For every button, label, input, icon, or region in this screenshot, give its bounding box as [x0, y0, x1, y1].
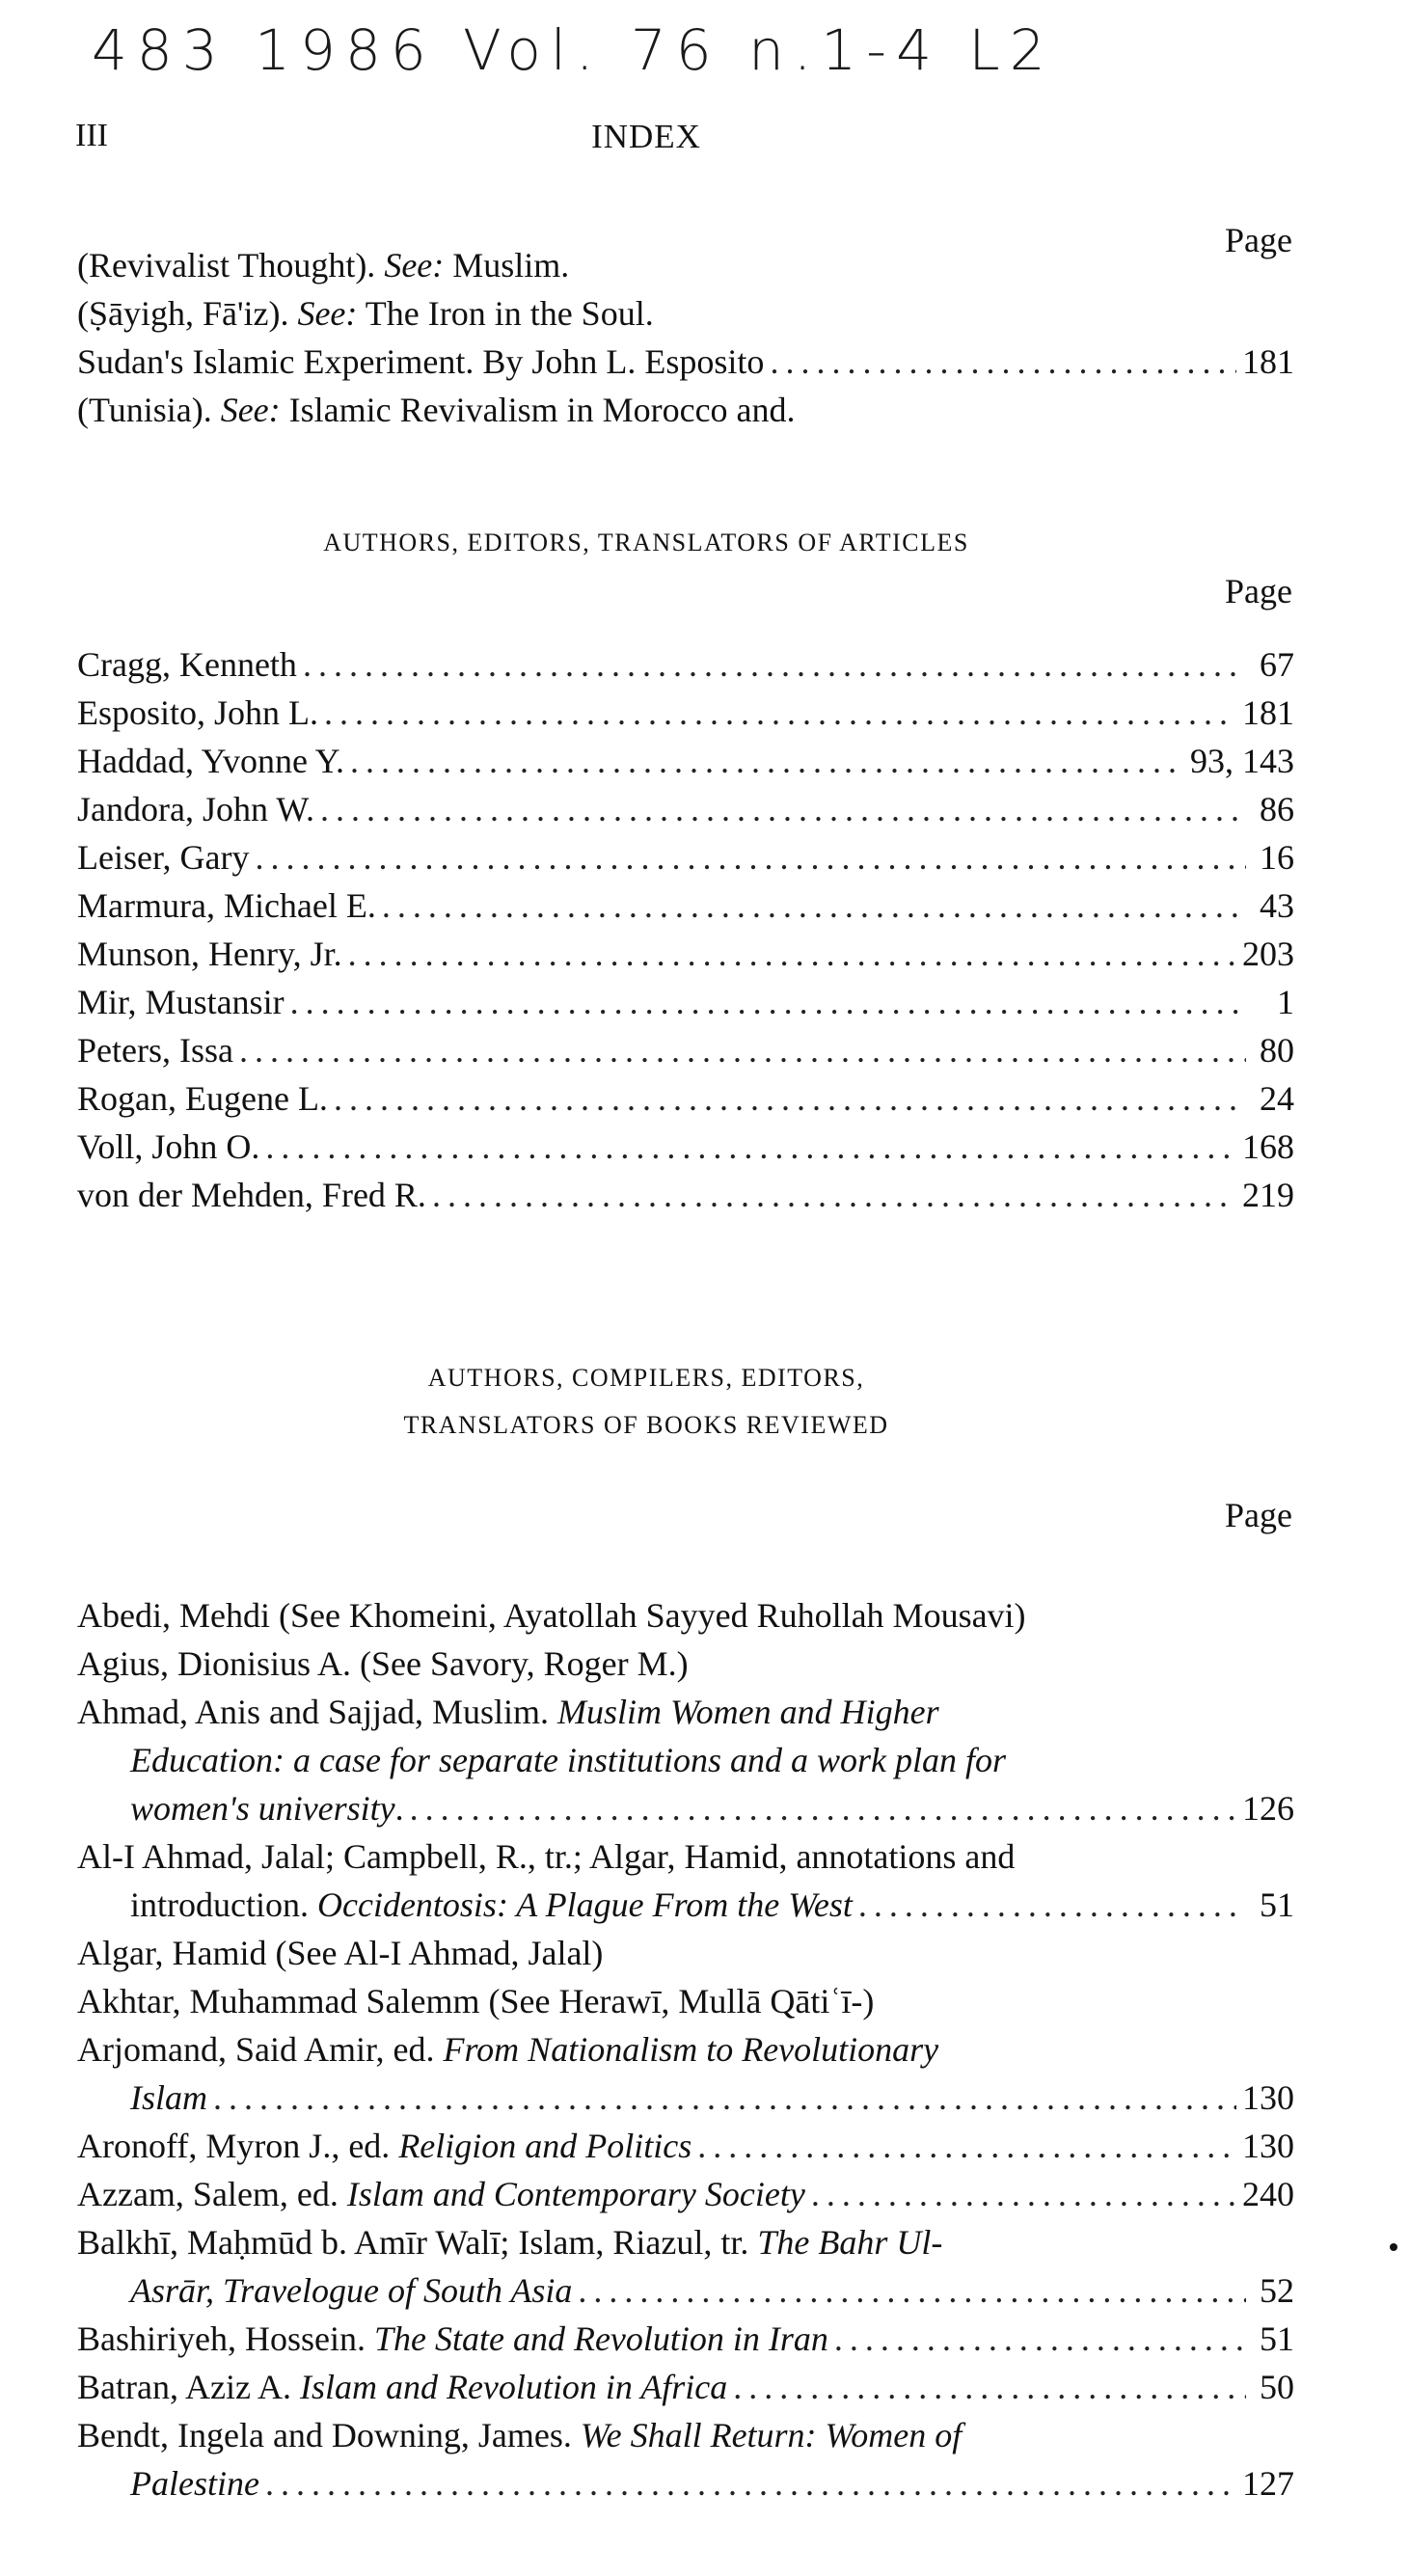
italic-title-text: Education: a case for separate institutions and a work plan for — [130, 1741, 1006, 1779]
index-entry-line — [77, 930, 1294, 978]
entry-text: Leiser, Gary — [77, 838, 250, 877]
page-number: 43 — [1260, 886, 1294, 925]
index-entry-text — [77, 1977, 874, 2025]
dot-leader — [350, 737, 1184, 785]
index-entry — [77, 640, 1294, 689]
dot-leader — [265, 2459, 1236, 2508]
dot-leader — [770, 338, 1236, 386]
dot-leader — [432, 1171, 1236, 1219]
dot-leader — [255, 833, 1246, 881]
index-entry-text — [77, 640, 297, 689]
page-column-label-top: Page — [1225, 221, 1292, 259]
index-entry-line — [77, 689, 1294, 737]
entry-text: The Iron in the Soul. — [357, 294, 654, 333]
index-entry — [77, 1929, 1294, 1977]
italic-title-text: See: — [384, 246, 445, 285]
books-heading-line-1: AUTHORS, COMPILERS, EDITORS, — [427, 1364, 865, 1392]
entry-text: Algar, Hamid (See Al-I Ahmad, Jalal) — [77, 1934, 604, 1972]
index-entry-line — [77, 833, 1294, 881]
index-entry-text — [77, 881, 376, 930]
index-entry-text — [77, 1026, 233, 1074]
index-entry-line — [77, 1688, 1294, 1736]
index-entry-line — [77, 2025, 1294, 2074]
dot-leader — [213, 2074, 1236, 2122]
dot-leader — [410, 1784, 1236, 1832]
index-entry-line — [77, 2411, 1294, 2459]
dot-leader — [382, 881, 1246, 930]
dot-leader — [290, 978, 1246, 1026]
index-entry-line — [77, 785, 1294, 833]
index-entry — [77, 386, 1294, 434]
dot-leader — [348, 930, 1236, 978]
entry-text: Akhtar, Muhammad Salemm (See Herawī, Mullā Qātiʿī-) — [77, 1982, 875, 2020]
italic-title-text: The State and Revolution in Iran — [373, 2319, 828, 2358]
dot-leader — [858, 1881, 1246, 1929]
index-entry-text — [77, 2363, 727, 2411]
index-entry — [77, 689, 1294, 737]
page-number: 93, 143 — [1190, 742, 1294, 780]
entry-text: Cragg, Kenneth — [77, 645, 297, 684]
entry-text: Abedi, Mehdi (See Khomeini, Ayatollah Sayyed Ruhollah Mousavi) — [77, 1596, 1026, 1635]
page-number: 127 — [1242, 2464, 1294, 2503]
index-entry — [77, 1074, 1294, 1123]
dot-leader — [733, 2363, 1246, 2411]
stray-ink-dot — [1390, 2243, 1397, 2251]
index-entry — [77, 289, 1294, 338]
italic-title-text: Occidentosis: A Plague From the West — [316, 1885, 853, 1924]
index-entry-text — [130, 2266, 572, 2315]
entry-text: (Tunisia). — [77, 391, 221, 429]
dot-leader — [320, 785, 1246, 833]
index-entry-continuation — [77, 1784, 1294, 1832]
italic-title-text: From Nationalism to Revolutionary — [443, 2030, 939, 2069]
italic-title-text: Asrār, Travelogue of South Asia — [130, 2271, 573, 2310]
italic-title-text: Islam and Revolution in Africa — [299, 2368, 728, 2406]
index-entry-text — [77, 930, 342, 978]
entry-text: Arjomand, Said Amir, ed. — [77, 2030, 444, 2069]
dot-leader — [334, 1074, 1246, 1123]
index-entry-line — [77, 1832, 1294, 1881]
page-number: 86 — [1260, 790, 1294, 828]
index-entry-text — [77, 1591, 1026, 1640]
index-entry — [77, 2170, 1294, 2218]
index-entry-text — [77, 785, 314, 833]
index-entry-text — [77, 2218, 942, 2266]
index-entry — [77, 241, 1294, 289]
index-entry-line — [77, 2315, 1294, 2363]
index-entry-text — [130, 2074, 207, 2122]
page-number: 67 — [1260, 645, 1294, 684]
page-number: 1 — [1277, 983, 1294, 1021]
index-entry — [77, 1640, 1294, 1688]
entry-text: Haddad, Yvonne Y. — [77, 742, 345, 780]
entry-text: Jandora, John W. — [77, 790, 314, 828]
index-entry — [77, 930, 1294, 978]
index-entry — [77, 1026, 1294, 1074]
index-entry-text — [77, 833, 249, 881]
index-entry-text — [77, 1074, 328, 1123]
index-entry-text — [77, 241, 569, 289]
index-entry-line — [77, 881, 1294, 930]
entry-text: Mir, Mustansir — [77, 983, 285, 1021]
index-entry — [77, 2025, 1294, 2122]
index-entry-text — [77, 1123, 259, 1171]
index-entry-continuation — [77, 2459, 1294, 2508]
entry-text: (Revivalist Thought). — [77, 246, 385, 285]
index-entry — [77, 1171, 1294, 1219]
books-heading-line-2: TRANSLATORS OF BOOKS REVIEWED — [403, 1411, 889, 1439]
italic-title-text: Religion and Politics — [398, 2127, 692, 2165]
index-entry-text — [77, 2025, 938, 2074]
entry-text: Bendt, Ingela and Downing, James. — [77, 2416, 581, 2454]
index-entry-continuation — [77, 2074, 1294, 2122]
running-title: INDEX — [591, 118, 701, 155]
index-entry-text — [77, 2315, 828, 2363]
entry-text: Muslim. — [444, 246, 570, 285]
italic-title-text: See: — [297, 294, 358, 333]
entry-text: Marmura, Michael E. — [77, 886, 376, 925]
entry-text: Bashiriyeh, Hossein. — [77, 2319, 374, 2358]
index-entry-line — [77, 1123, 1294, 1171]
index-entry — [77, 338, 1294, 386]
index-entry-line — [77, 2170, 1294, 2218]
index-entry — [77, 978, 1294, 1026]
index-entry-line — [77, 289, 1294, 338]
entry-text: Ahmad, Anis and Sajjad, Muslim. — [77, 1693, 557, 1731]
dot-leader — [578, 2266, 1246, 2315]
index-entry-line — [77, 2218, 1294, 2266]
page-number: 24 — [1260, 1079, 1294, 1118]
italic-title-text: Palestine — [130, 2464, 259, 2503]
index-entry-line — [77, 2363, 1294, 2411]
index-entry-text — [77, 1929, 603, 1977]
entry-text: Voll, John O. — [77, 1127, 260, 1166]
index-entry-text — [130, 1784, 404, 1832]
page-number: 50 — [1260, 2368, 1294, 2406]
index-entry-text — [77, 978, 285, 1026]
index-entry-text — [77, 1640, 689, 1688]
dot-leader — [265, 1123, 1236, 1171]
index-entry-line — [77, 386, 1294, 434]
index-entry-line — [77, 737, 1294, 785]
italic-title-text: See: — [220, 391, 281, 429]
index-entry-line — [77, 1640, 1294, 1688]
dot-leader — [324, 689, 1236, 737]
index-entry — [77, 881, 1294, 930]
dot-leader — [239, 1026, 1246, 1074]
italic-title-text: We Shall Return: Women of — [580, 2416, 963, 2454]
index-entry-continuation — [77, 2266, 1294, 2315]
entry-text: (Ṣāyigh, Fā'iz). — [77, 294, 298, 333]
index-entry-line — [77, 338, 1294, 386]
title-entries-list — [77, 241, 1294, 434]
index-entry — [77, 1591, 1294, 1640]
index-entry-text — [77, 2122, 691, 2170]
page-column-label-articles: Page — [1225, 572, 1292, 610]
page-number: 168 — [1242, 1127, 1294, 1166]
dot-leader — [303, 640, 1246, 689]
index-entry-text — [77, 2411, 962, 2459]
index-entry — [77, 1123, 1294, 1171]
index-entry — [77, 737, 1294, 785]
index-entry-line — [77, 1026, 1294, 1074]
article-authors-list — [77, 640, 1294, 1219]
dot-leader — [811, 2170, 1236, 2218]
entry-text: Batran, Aziz A. — [77, 2368, 300, 2406]
index-entry-continuation — [77, 1736, 1294, 1784]
page-number: 181 — [1242, 693, 1294, 732]
page-number: 219 — [1242, 1176, 1294, 1214]
dot-leader — [834, 2315, 1246, 2363]
page-number: 240 — [1242, 2175, 1294, 2213]
index-entry-text — [77, 2170, 805, 2218]
index-entry-line — [77, 1171, 1294, 1219]
page-number: 126 — [1242, 1789, 1294, 1828]
index-entry — [77, 2363, 1294, 2411]
italic-title-text: Islam and Contemporary Society — [346, 2175, 805, 2213]
index-entry — [77, 833, 1294, 881]
index-entry — [77, 1688, 1294, 1832]
index-entry — [77, 2315, 1294, 2363]
page-number: 52 — [1260, 2271, 1294, 2310]
entry-text: Rogan, Eugene L. — [77, 1079, 328, 1118]
index-entry-text — [77, 1832, 1015, 1881]
index-entry-text — [77, 1688, 939, 1736]
italic-title-text: women's university — [130, 1789, 395, 1828]
page-number: 130 — [1242, 2127, 1294, 2165]
page-number: 16 — [1260, 838, 1294, 877]
dot-leader — [697, 2122, 1236, 2170]
index-entry — [77, 785, 1294, 833]
index-entry-text — [77, 1171, 426, 1219]
index-entry-line — [77, 1591, 1294, 1640]
index-entry-text — [130, 1736, 1006, 1784]
index-entry-line — [77, 1977, 1294, 2025]
entry-text: Balkhī, Maḥmūd b. Amīr Walī; Islam, Riazul, tr. — [77, 2223, 758, 2262]
entry-text: Azzam, Salem, ed. — [77, 2175, 347, 2213]
page-number: 80 — [1260, 1031, 1294, 1070]
index-entry-line — [77, 640, 1294, 689]
folio-number: III — [75, 118, 108, 153]
index-entry — [77, 2122, 1294, 2170]
entry-text: Munson, Henry, Jr. — [77, 935, 342, 973]
index-entry-line — [77, 978, 1294, 1026]
handwritten-shelf-note: 483 1986 Vol. 76 n.1-4 L2 — [92, 17, 1055, 83]
italic-title-text: Islam — [130, 2078, 207, 2117]
index-entry-line — [77, 1074, 1294, 1123]
index-entry-text — [77, 689, 318, 737]
index-entry — [77, 1977, 1294, 2025]
index-entry-continuation — [77, 1881, 1294, 1929]
index-entry-line — [77, 1929, 1294, 1977]
index-entry-line — [77, 241, 1294, 289]
index-entry-text — [77, 737, 344, 785]
entry-text: Peters, Issa — [77, 1031, 233, 1070]
page-number: 203 — [1242, 935, 1294, 973]
entry-text: introduction. — [130, 1885, 317, 1924]
index-entry-text — [77, 338, 764, 386]
index-entry-text — [77, 386, 796, 434]
index-entry — [77, 1832, 1294, 1929]
index-entry-line — [77, 2122, 1294, 2170]
index-entry — [77, 2411, 1294, 2508]
page-number: 181 — [1242, 342, 1294, 381]
entry-text: Agius, Dionisius A. (See Savory, Roger M.) — [77, 1644, 689, 1683]
index-entry-text — [77, 289, 654, 338]
page-number: 130 — [1242, 2078, 1294, 2117]
italic-title-text: Muslim Women and Higher — [557, 1693, 939, 1731]
entry-text: Esposito, John L. — [77, 693, 319, 732]
entry-text: Aronoff, Myron J., ed. — [77, 2127, 399, 2165]
index-entry — [77, 2218, 1294, 2315]
entry-text: Sudan's Islamic Experiment. By John L. Esposito — [77, 342, 765, 381]
page-number: 51 — [1260, 1885, 1294, 1924]
index-entry-text — [130, 2459, 259, 2508]
index-entry-text — [130, 1881, 853, 1929]
italic-title-text: The Bahr Ul- — [757, 2223, 943, 2262]
articles-section-heading: AUTHORS, EDITORS, TRANSLATORS OF ARTICLES — [323, 529, 969, 556]
page-number: 51 — [1260, 2319, 1294, 2358]
entry-text: von der Mehden, Fred R. — [77, 1176, 426, 1214]
books-section-heading — [0, 1354, 1292, 1449]
entry-text: Al-I Ahmad, Jalal; Campbell, R., tr.; Algar, Hamid, annotations and — [77, 1837, 1016, 1876]
page-column-label-books: Page — [1225, 1496, 1292, 1534]
entry-text: Islamic Revivalism in Morocco and. — [280, 391, 796, 429]
book-authors-list — [77, 1591, 1294, 2508]
entry-text: . — [394, 1789, 404, 1828]
